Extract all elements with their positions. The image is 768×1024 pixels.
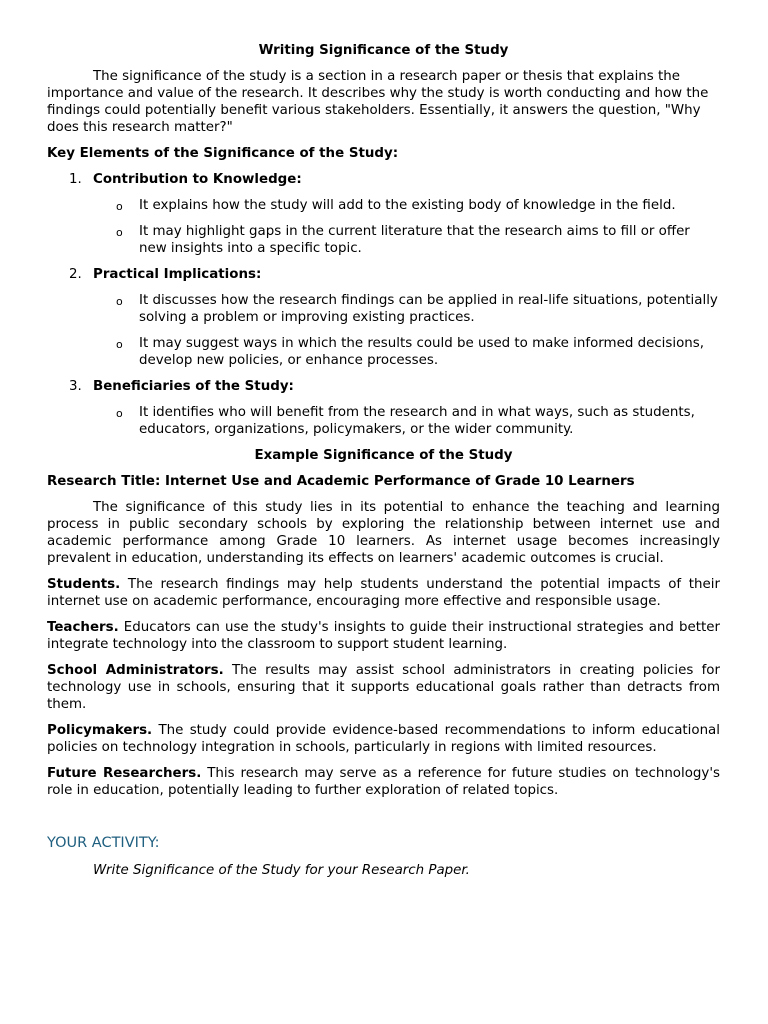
key-element-item bbox=[47, 171, 720, 257]
example-intro-paragraph: The significance of this study lies in its potential to enhance the teaching and learning process in public secondary schools by exploring the relationship between internet use and academic performance among Grade 10 learners. As internet usage becomes increasingly prevalent in education, understanding its effects on learners' academic outcomes is crucial. bbox=[47, 500, 720, 566]
document-title: Writing Significance of the Study bbox=[258, 43, 509, 58]
beneficiary-paragraph-researchers bbox=[47, 765, 720, 799]
beneficiary-text: Educators can use the study's insights to guide their instructional strategies and better integrate technology into the classroom to support student learning. bbox=[47, 620, 720, 652]
beneficiary-text: The study could provide evidence-based recommendations to inform educational policies on technology integration in schools, particularly in regions with limited resources. bbox=[47, 723, 720, 755]
item-number: 1. bbox=[69, 172, 82, 187]
key-elements-heading: Key Elements of the Significance of the Study: bbox=[47, 146, 399, 161]
beneficiary-paragraph-policymakers bbox=[47, 722, 720, 756]
bullet-icon: o bbox=[116, 407, 123, 420]
beneficiary-label: Policymakers. bbox=[47, 723, 153, 738]
bullet-icon: o bbox=[116, 338, 123, 351]
bullet-icon: o bbox=[116, 295, 123, 308]
bullet-text: It may suggest ways in which the results could be used to make informed decisions, develop new policies, or enhance processes. bbox=[139, 336, 705, 368]
key-elements-list bbox=[47, 171, 720, 438]
bullet-text: It may highlight gaps in the current literature that the research aims to fill or offer new insights into a specific topic. bbox=[139, 224, 690, 256]
sub-bullet-item bbox=[93, 223, 720, 257]
bullet-text: It identifies who will benefit from the research and in what ways, such as students, educators, organizations, policymakers, or the wider community. bbox=[139, 405, 695, 437]
sub-bullet-item bbox=[93, 335, 720, 369]
beneficiary-paragraph-students bbox=[47, 576, 720, 610]
beneficiary-text: This research may serve as a reference for future studies on technology's role in education, potentially leading to further exploration of related topics. bbox=[47, 766, 720, 798]
key-element-item bbox=[47, 266, 720, 369]
beneficiary-paragraph-teachers bbox=[47, 619, 720, 653]
research-title: Research Title: Internet Use and Academic Performance of Grade 10 Learners bbox=[47, 474, 635, 489]
intro-paragraph: The significance of the study is a section in a research paper or thesis that explains the importance and value of the research. It describes why the study is worth conducting and how the findings could potentially benefit various stakeholders. Essentially, it answers the question, "Why does this research matter?" bbox=[47, 69, 709, 135]
beneficiary-label: School Administrators. bbox=[47, 663, 224, 678]
activity-instruction: Write Significance of the Study for your Research Paper. bbox=[93, 863, 470, 878]
sub-bullet-list bbox=[93, 197, 720, 257]
item-title: Beneficiaries of the Study: bbox=[93, 379, 294, 394]
beneficiary-text: The research findings may help students understand the potential impacts of their internet use on academic performance, encouraging more effective and responsible usage. bbox=[47, 577, 720, 609]
beneficiary-label: Future Researchers. bbox=[47, 766, 202, 781]
bullet-icon: o bbox=[116, 200, 123, 213]
item-number: 3. bbox=[69, 379, 82, 394]
bullet-text: It discusses how the research findings can be applied in real-life situations, potentially solving a problem or improving existing practices. bbox=[139, 293, 718, 325]
item-title: Practical Implications: bbox=[93, 267, 262, 282]
example-title: Example Significance of the Study bbox=[254, 448, 513, 463]
beneficiary-text: The results may assist school administrators in creating policies for technology use in schools, ensuring that it supports educational goals rather than detracts from them. bbox=[47, 663, 721, 712]
beneficiary-paragraph-administrators bbox=[47, 662, 720, 713]
sub-bullet-list bbox=[93, 292, 720, 369]
item-title: Contribution to Knowledge: bbox=[93, 172, 302, 187]
sub-bullet-item bbox=[93, 197, 720, 214]
sub-bullet-list bbox=[93, 404, 720, 438]
item-number: 2. bbox=[69, 267, 82, 282]
beneficiary-label: Teachers. bbox=[47, 620, 119, 635]
bullet-text: It explains how the study will add to the existing body of knowledge in the field. bbox=[139, 198, 676, 213]
sub-bullet-item bbox=[93, 292, 720, 326]
beneficiary-label: Students. bbox=[47, 577, 121, 592]
activity-heading: YOUR ACTIVITY: bbox=[47, 835, 160, 851]
key-element-item bbox=[47, 378, 720, 438]
sub-bullet-item bbox=[93, 404, 720, 438]
bullet-icon: o bbox=[116, 226, 123, 239]
